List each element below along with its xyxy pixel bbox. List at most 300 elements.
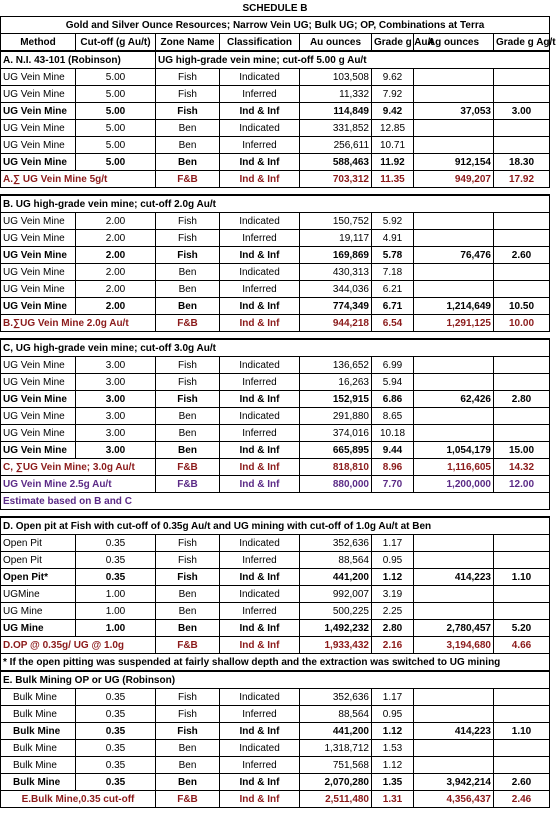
table-cell <box>494 86 550 103</box>
table-cell <box>414 603 494 620</box>
table-cell: Ben <box>156 264 220 281</box>
table-cell: Indicated <box>220 586 300 603</box>
table-cell: Open Pit <box>1 535 76 552</box>
table-cell: Indicated <box>220 740 300 757</box>
table-cell <box>414 281 494 298</box>
table-cell: Fish <box>156 535 220 552</box>
table-cell: 1.12 <box>372 569 414 586</box>
table-cell: Ind & Inf <box>220 171 300 188</box>
table-cell: 114,849 <box>300 103 372 120</box>
table-cell: UGMine <box>1 586 76 603</box>
table-cell: 1,054,179 <box>414 442 494 459</box>
table-cell: 1,933,432 <box>300 637 372 654</box>
column-header: Grade g Au/t <box>372 34 414 52</box>
table-cell: Fish <box>156 723 220 740</box>
table-cell: 1.00 <box>76 603 156 620</box>
table-cell: UG Mine <box>1 603 76 620</box>
table-cell: Fish <box>156 374 220 391</box>
table-cell <box>494 137 550 154</box>
table-cell: Bulk Mine <box>1 689 76 706</box>
schedule-title-text: SCHEDULE B <box>242 2 308 14</box>
section-c-total-label: C, ∑UG Vein Mine; 3.0g Au/t <box>1 459 156 476</box>
table-cell: UG Mine <box>1 620 76 637</box>
table-row <box>1 247 550 264</box>
section-a-total <box>1 171 550 188</box>
table-cell: Inferred <box>220 552 300 569</box>
table-cell: 8.96 <box>372 459 414 476</box>
table-cell: Bulk Mine <box>1 723 76 740</box>
table-cell: Ben <box>156 740 220 757</box>
table-cell: 5.78 <box>372 247 414 264</box>
table-cell: Indicated <box>220 689 300 706</box>
table-cell: 6.86 <box>372 391 414 408</box>
table-cell <box>494 213 550 230</box>
table-cell: 18.30 <box>494 154 550 171</box>
table-cell: 2,070,280 <box>300 774 372 791</box>
table-cell: 912,154 <box>414 154 494 171</box>
table-cell: Indicated <box>220 264 300 281</box>
table-cell: UG Vein Mine <box>1 264 76 281</box>
table-cell: 944,218 <box>300 315 372 332</box>
table-cell: Ind & Inf <box>220 637 300 654</box>
section-b-title-text: B. UG high-grade vein mine; cut-off 2.0g Au/t <box>1 195 550 213</box>
table-row <box>1 120 550 137</box>
table-row <box>1 442 550 459</box>
table-cell <box>494 357 550 374</box>
footnote-text: * If the open pitting was suspended at fairly shallow depth and the extraction was switched to UG mining <box>1 654 550 672</box>
table-cell: 0.95 <box>372 706 414 723</box>
table-row <box>1 69 550 86</box>
table-cell: 103,508 <box>300 69 372 86</box>
table-row <box>1 425 550 442</box>
table-cell: Open Pit <box>1 552 76 569</box>
section-e-total <box>1 791 550 808</box>
table-cell: 10.71 <box>372 137 414 154</box>
column-header: Zone Name <box>156 34 220 52</box>
table-cell: 5.00 <box>76 137 156 154</box>
table-cell: 6.99 <box>372 357 414 374</box>
section-d-total <box>1 637 550 654</box>
table-row <box>1 689 550 706</box>
table-cell: 2.00 <box>76 264 156 281</box>
table-cell: 3.00 <box>76 425 156 442</box>
table-cell: 3.00 <box>76 442 156 459</box>
table-cell: Inferred <box>220 603 300 620</box>
table-cell: 14.32 <box>494 459 550 476</box>
table-cell: 3.19 <box>372 586 414 603</box>
table-row <box>1 281 550 298</box>
table-cell: 1.00 <box>76 586 156 603</box>
section-c-title <box>1 339 550 357</box>
table-cell: F&B <box>156 791 220 808</box>
section-b-title <box>1 195 550 213</box>
table-cell: Fish <box>156 357 220 374</box>
table-row <box>1 137 550 154</box>
table-cell: Ben <box>156 137 220 154</box>
table-cell: Ben <box>156 425 220 442</box>
table-cell: Inferred <box>220 706 300 723</box>
table-cell <box>414 689 494 706</box>
table-cell: 880,000 <box>300 476 372 493</box>
table-cell: 2.60 <box>494 774 550 791</box>
table-cell: 0.35 <box>76 552 156 569</box>
table-cell <box>494 586 550 603</box>
table-cell: Fish <box>156 569 220 586</box>
table-row <box>1 552 550 569</box>
table-cell: 4.91 <box>372 230 414 247</box>
table-cell <box>414 740 494 757</box>
table-cell: 374,016 <box>300 425 372 442</box>
table-cell: Ind & Inf <box>220 774 300 791</box>
table-row <box>1 213 550 230</box>
table-cell: Fish <box>156 552 220 569</box>
table-cell: 1.00 <box>76 620 156 637</box>
table-cell: 0.35 <box>76 689 156 706</box>
table-cell: 16,263 <box>300 374 372 391</box>
table-cell: 2.16 <box>372 637 414 654</box>
section-b-total <box>1 315 550 332</box>
table-cell <box>414 69 494 86</box>
table-row <box>1 569 550 586</box>
table-cell: Inferred <box>220 230 300 247</box>
table-cell: 352,636 <box>300 535 372 552</box>
table-cell: 1.31 <box>372 791 414 808</box>
table-cell: Indicated <box>220 408 300 425</box>
column-header: Ag ounces <box>414 34 494 52</box>
table-cell: UG Vein Mine <box>1 120 76 137</box>
table-cell: 10.18 <box>372 425 414 442</box>
table-cell: 992,007 <box>300 586 372 603</box>
table-cell <box>494 535 550 552</box>
table-cell: 9.42 <box>372 103 414 120</box>
table-cell: UG Vein Mine <box>1 69 76 86</box>
table-cell: 7.18 <box>372 264 414 281</box>
table-cell: Indicated <box>220 535 300 552</box>
table-cell: 0.35 <box>76 757 156 774</box>
section-subtitle: UG high-grade vein mine; cut-off 5.00 g Au/t <box>156 51 550 69</box>
table-cell <box>414 137 494 154</box>
table-cell: 1.35 <box>372 774 414 791</box>
table-cell: 0.35 <box>76 723 156 740</box>
table-cell: 6.21 <box>372 281 414 298</box>
table-cell: 1,116,605 <box>414 459 494 476</box>
table-cell <box>414 230 494 247</box>
section-e-title-text: E. Bulk Mining OP or UG (Robinson) <box>1 671 550 689</box>
header-row <box>1 34 550 52</box>
table-cell: 430,313 <box>300 264 372 281</box>
table-cell: 2.00 <box>76 247 156 264</box>
table-row <box>1 298 550 315</box>
table-cell: 88,564 <box>300 706 372 723</box>
table-cell: 136,652 <box>300 357 372 374</box>
section-c-estimate-label: UG Vein Mine 2.5g Au/t <box>1 476 156 493</box>
table-cell: Indicated <box>220 69 300 86</box>
table-cell <box>494 757 550 774</box>
table-row <box>1 154 550 171</box>
table-cell: 2,511,480 <box>300 791 372 808</box>
table-cell: 3,194,680 <box>414 637 494 654</box>
table-cell <box>414 535 494 552</box>
table-cell <box>414 757 494 774</box>
table-cell: 11.92 <box>372 154 414 171</box>
table-cell: Ben <box>156 120 220 137</box>
table-cell: 5.92 <box>372 213 414 230</box>
table-cell: 2,780,457 <box>414 620 494 637</box>
table-cell <box>494 230 550 247</box>
table-cell: Indicated <box>220 120 300 137</box>
table-cell: Fish <box>156 213 220 230</box>
table-cell <box>494 706 550 723</box>
table-cell: 588,463 <box>300 154 372 171</box>
section-spacer <box>1 188 550 196</box>
table-cell: 7.70 <box>372 476 414 493</box>
table-cell: 37,053 <box>414 103 494 120</box>
table-cell: UG Vein Mine <box>1 137 76 154</box>
table-cell: Fish <box>156 247 220 264</box>
section-c-estimate <box>1 476 550 493</box>
table-cell <box>414 425 494 442</box>
table-cell: F&B <box>156 637 220 654</box>
table-cell: Ben <box>156 620 220 637</box>
table-cell: 0.35 <box>76 706 156 723</box>
table-subtitle <box>1 17 550 34</box>
estimate-note <box>1 493 550 510</box>
table-cell: UG Vein Mine <box>1 391 76 408</box>
table-cell: F&B <box>156 315 220 332</box>
table-cell: 4.66 <box>494 637 550 654</box>
table-cell: Ind & Inf <box>220 247 300 264</box>
table-cell: 62,426 <box>414 391 494 408</box>
table-cell: 2.80 <box>372 620 414 637</box>
table-cell: 9.44 <box>372 442 414 459</box>
table-cell: Fish <box>156 706 220 723</box>
table-cell: Bulk Mine <box>1 706 76 723</box>
table-cell: Ben <box>156 408 220 425</box>
table-cell: 11,332 <box>300 86 372 103</box>
table-cell: 1.10 <box>494 569 550 586</box>
table-cell: UG Vein Mine <box>1 247 76 264</box>
table-row <box>1 706 550 723</box>
table-cell: 4,356,437 <box>414 791 494 808</box>
table-row <box>1 723 550 740</box>
table-cell: UG Vein Mine <box>1 213 76 230</box>
table-cell: 291,880 <box>300 408 372 425</box>
table-row <box>1 103 550 120</box>
table-cell: 7.92 <box>372 86 414 103</box>
table-cell: Ind & Inf <box>220 459 300 476</box>
table-cell: 5.00 <box>76 86 156 103</box>
table-cell: 8.65 <box>372 408 414 425</box>
spacer-cell <box>1 332 550 340</box>
table-cell <box>414 586 494 603</box>
table-cell: 5.94 <box>372 374 414 391</box>
spacer-cell <box>1 188 550 196</box>
table-cell: 17.92 <box>494 171 550 188</box>
table-cell: 1.12 <box>372 757 414 774</box>
table-cell: Bulk Mine <box>1 774 76 791</box>
table-row <box>1 774 550 791</box>
table-row <box>1 86 550 103</box>
table-cell: UG Vein Mine <box>1 442 76 459</box>
table-row <box>1 230 550 247</box>
table-cell: 1,318,712 <box>300 740 372 757</box>
table-cell: Inferred <box>220 86 300 103</box>
table-row <box>1 374 550 391</box>
section-d-total-label: D.OP @ 0.35g/ UG @ 1.0g <box>1 637 156 654</box>
column-header: Au ounces <box>300 34 372 52</box>
table-cell: Inferred <box>220 425 300 442</box>
table-cell: 1.53 <box>372 740 414 757</box>
table-cell: 2.00 <box>76 230 156 247</box>
column-header: Method <box>1 34 76 52</box>
table-cell: 2.46 <box>494 791 550 808</box>
table-cell: 3.00 <box>494 103 550 120</box>
section-spacer <box>1 332 550 340</box>
column-header: Grade g Ag/t <box>494 34 550 52</box>
table-cell: 1,200,000 <box>414 476 494 493</box>
table-row <box>1 408 550 425</box>
table-cell: Fish <box>156 230 220 247</box>
table-cell: Ben <box>156 298 220 315</box>
table-cell <box>494 281 550 298</box>
table-cell: 12.00 <box>494 476 550 493</box>
table-subtitle-text: Gold and Silver Ounce Resources; Narrow Vein UG; Bulk UG; OP, Combinations at Terra <box>1 17 550 34</box>
table-cell: Open Pit* <box>1 569 76 586</box>
table-cell: 3.00 <box>76 408 156 425</box>
spacer-cell <box>1 510 550 518</box>
table-cell: Fish <box>156 103 220 120</box>
table-cell: 0.35 <box>76 740 156 757</box>
section-title: A. N.I. 43-101 (Robinson) <box>1 51 156 69</box>
schedule-title <box>1 0 550 17</box>
table-cell: 344,036 <box>300 281 372 298</box>
table-cell: 9.62 <box>372 69 414 86</box>
table-cell: UG Vein Mine <box>1 103 76 120</box>
table-cell: 152,915 <box>300 391 372 408</box>
table-cell: 352,636 <box>300 689 372 706</box>
table-cell: Ind & Inf <box>220 476 300 493</box>
table-cell: Inferred <box>220 757 300 774</box>
table-row <box>1 357 550 374</box>
table-cell: Fish <box>156 689 220 706</box>
table-row <box>1 757 550 774</box>
table-cell <box>414 120 494 137</box>
table-cell: 76,476 <box>414 247 494 264</box>
table-row <box>1 535 550 552</box>
table-cell: 3.00 <box>76 357 156 374</box>
table-cell: Ind & Inf <box>220 569 300 586</box>
table-cell: Fish <box>156 69 220 86</box>
table-cell: Fish <box>156 391 220 408</box>
table-cell: 949,207 <box>414 171 494 188</box>
table-cell: 3.00 <box>76 391 156 408</box>
table-cell: Ind & Inf <box>220 315 300 332</box>
table-cell: 751,568 <box>300 757 372 774</box>
table-row <box>1 586 550 603</box>
table-cell: 2.00 <box>76 213 156 230</box>
table-cell: 1.17 <box>372 535 414 552</box>
table-cell <box>414 213 494 230</box>
table-cell: 331,852 <box>300 120 372 137</box>
table-cell: F&B <box>156 171 220 188</box>
table-cell: 2.00 <box>76 281 156 298</box>
section-a-total-label: A.∑ UG Vein Mine 5g/t <box>1 171 156 188</box>
table-cell: 12.85 <box>372 120 414 137</box>
table-cell: 0.35 <box>76 569 156 586</box>
table-cell: F&B <box>156 459 220 476</box>
section-d-title-text: D. Open pit at Fish with cut-off of 0.35g Au/t and UG mining with cut-off of 1.0g Au/t at Ben <box>1 517 550 535</box>
table-cell: 774,349 <box>300 298 372 315</box>
table-cell: 1.17 <box>372 689 414 706</box>
table-row <box>1 603 550 620</box>
table-cell: 2.80 <box>494 391 550 408</box>
table-row <box>1 620 550 637</box>
table-cell: 1.10 <box>494 723 550 740</box>
table-cell: 6.54 <box>372 315 414 332</box>
table-cell: Ben <box>156 154 220 171</box>
table-cell: 10.50 <box>494 298 550 315</box>
table-cell: Ind & Inf <box>220 154 300 171</box>
table-cell: 3.00 <box>76 374 156 391</box>
table-cell: 703,312 <box>300 171 372 188</box>
table-cell: 1.12 <box>372 723 414 740</box>
table-cell: UG Vein Mine <box>1 298 76 315</box>
table-cell: 1,214,649 <box>414 298 494 315</box>
table-cell: 88,564 <box>300 552 372 569</box>
table-cell: Ben <box>156 281 220 298</box>
table-cell: Ind & Inf <box>220 298 300 315</box>
table-cell <box>494 69 550 86</box>
table-cell: 0.95 <box>372 552 414 569</box>
table-row <box>1 391 550 408</box>
table-cell: UG Vein Mine <box>1 154 76 171</box>
section-e-total-label: E.Bulk Mine,0.35 cut-off <box>1 791 156 808</box>
table-cell: Ind & Inf <box>220 103 300 120</box>
footnote <box>1 654 550 672</box>
table-cell <box>494 740 550 757</box>
table-cell: UG Vein Mine <box>1 230 76 247</box>
table-cell <box>414 357 494 374</box>
table-cell: UG Vein Mine <box>1 86 76 103</box>
table-cell: 5.00 <box>76 154 156 171</box>
table-cell: Inferred <box>220 137 300 154</box>
table-cell: UG Vein Mine <box>1 357 76 374</box>
section-spacer <box>1 510 550 518</box>
column-header: Cut-off (g Au/t) <box>76 34 156 52</box>
table-cell: 0.35 <box>76 774 156 791</box>
table-cell: 256,611 <box>300 137 372 154</box>
table-cell: 5.00 <box>76 69 156 86</box>
table-cell: 818,810 <box>300 459 372 476</box>
table-cell: Ben <box>156 774 220 791</box>
section-c-total <box>1 459 550 476</box>
table-cell: 169,869 <box>300 247 372 264</box>
table-cell: 6.71 <box>372 298 414 315</box>
table-cell <box>494 552 550 569</box>
table-row <box>1 264 550 281</box>
table-cell: 1,492,232 <box>300 620 372 637</box>
table-cell: Indicated <box>220 357 300 374</box>
estimate-note-text: Estimate based on B and C <box>1 493 550 510</box>
table-cell: Ind & Inf <box>220 391 300 408</box>
table-cell <box>414 552 494 569</box>
table-cell <box>414 264 494 281</box>
table-cell <box>494 425 550 442</box>
table-cell: Ind & Inf <box>220 620 300 637</box>
section-b-total-label: B.∑UG Vein Mine 2.0g Au/t <box>1 315 156 332</box>
table-cell: 1,291,125 <box>414 315 494 332</box>
table-cell: Ben <box>156 586 220 603</box>
